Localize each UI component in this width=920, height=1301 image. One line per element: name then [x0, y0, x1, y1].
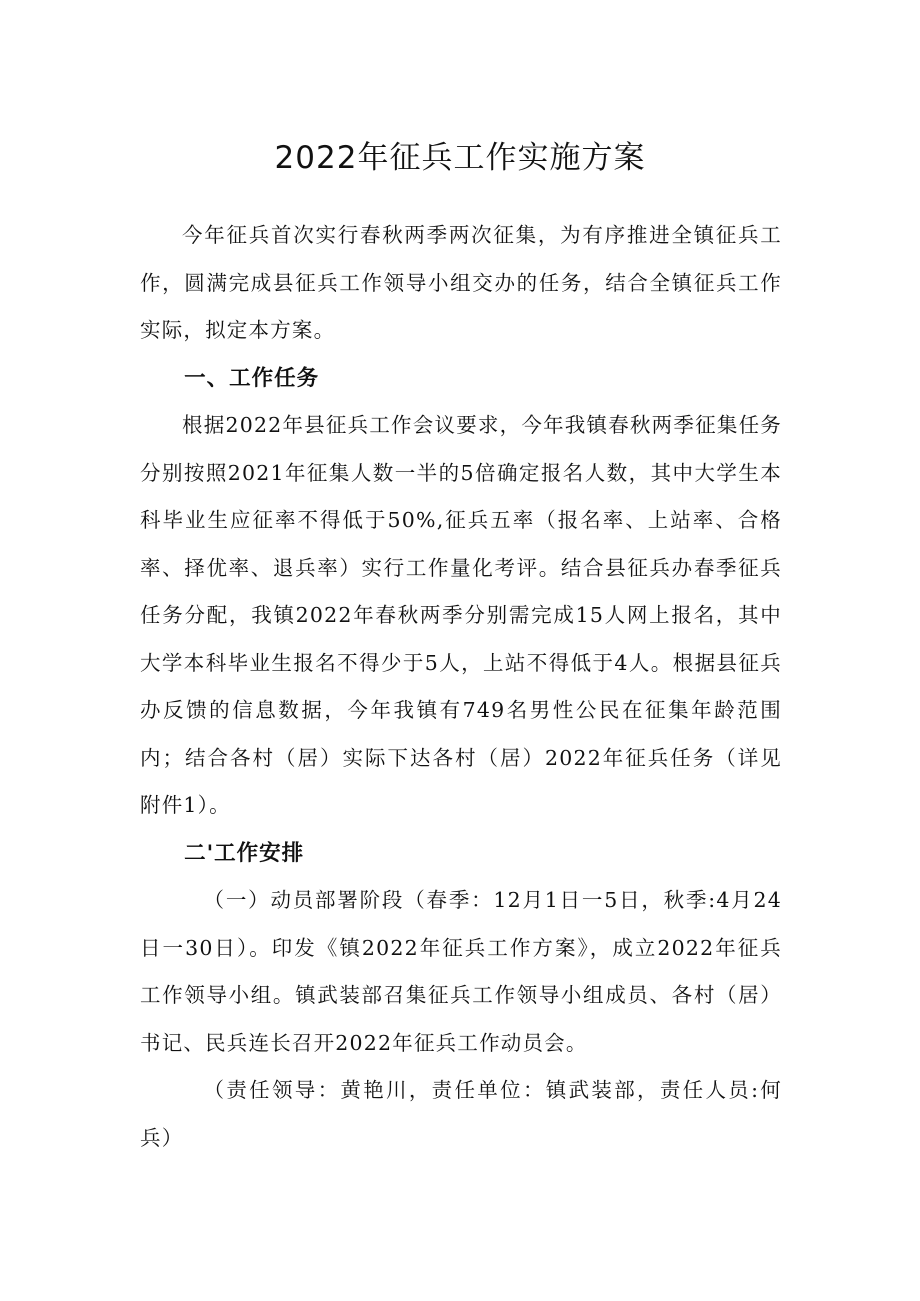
work-tasks-paragraph: 根据2022年县征兵工作会议要求，今年我镇春秋两季征集任务分别按照2021年征集人数一半的5倍确定报名人数，其中大学生本科毕业生应征率不得低于50%,征兵五率（报名率、上站率、合格率、择优率、退兵率）实行工作量化考评。结合县征兵办春季征兵任务分配，我镇2022年春秋两季分别需完成15人网上报名，其中大学本科毕业生报名不得少于5人，上站不得低于4人。根据县征兵办反馈的信息数据，今年我镇有749名男性公民在征集年龄范围内；结合各村（居）实际下达各村（居）2022年征兵任务（详见附件1）。: [140, 413, 782, 817]
responsibility-paragraph: （责任领导：黄艳川，责任单位：镇武装部，责任人员:何兵）: [140, 1078, 782, 1150]
intro-paragraph: 今年征兵首次实行春秋两季两次征集，为有序推进全镇征兵工作，圆满完成县征兵工作领导小组交办的任务，结合全镇征兵工作实际，拟定本方案。: [140, 223, 782, 342]
document-body: [140, 212, 782, 1162]
section-heading-work-arrangement: 二'工作安排: [184, 840, 305, 866]
document-title: 2022年征兵工作实施方案: [274, 140, 646, 176]
mobilization-stage-paragraph: （一）动员部署阶段（春季：12月1日一5日，秋季:4月24日一30日）。印发《镇2022年征兵工作方案》，成立2022年征兵工作领导小组。镇武装部召集征兵工作领导小组成员、各村（居）书记、民兵连长召开2022年征兵工作动员会。: [140, 888, 782, 1055]
section-heading-work-tasks: 一、工作任务: [184, 365, 320, 391]
